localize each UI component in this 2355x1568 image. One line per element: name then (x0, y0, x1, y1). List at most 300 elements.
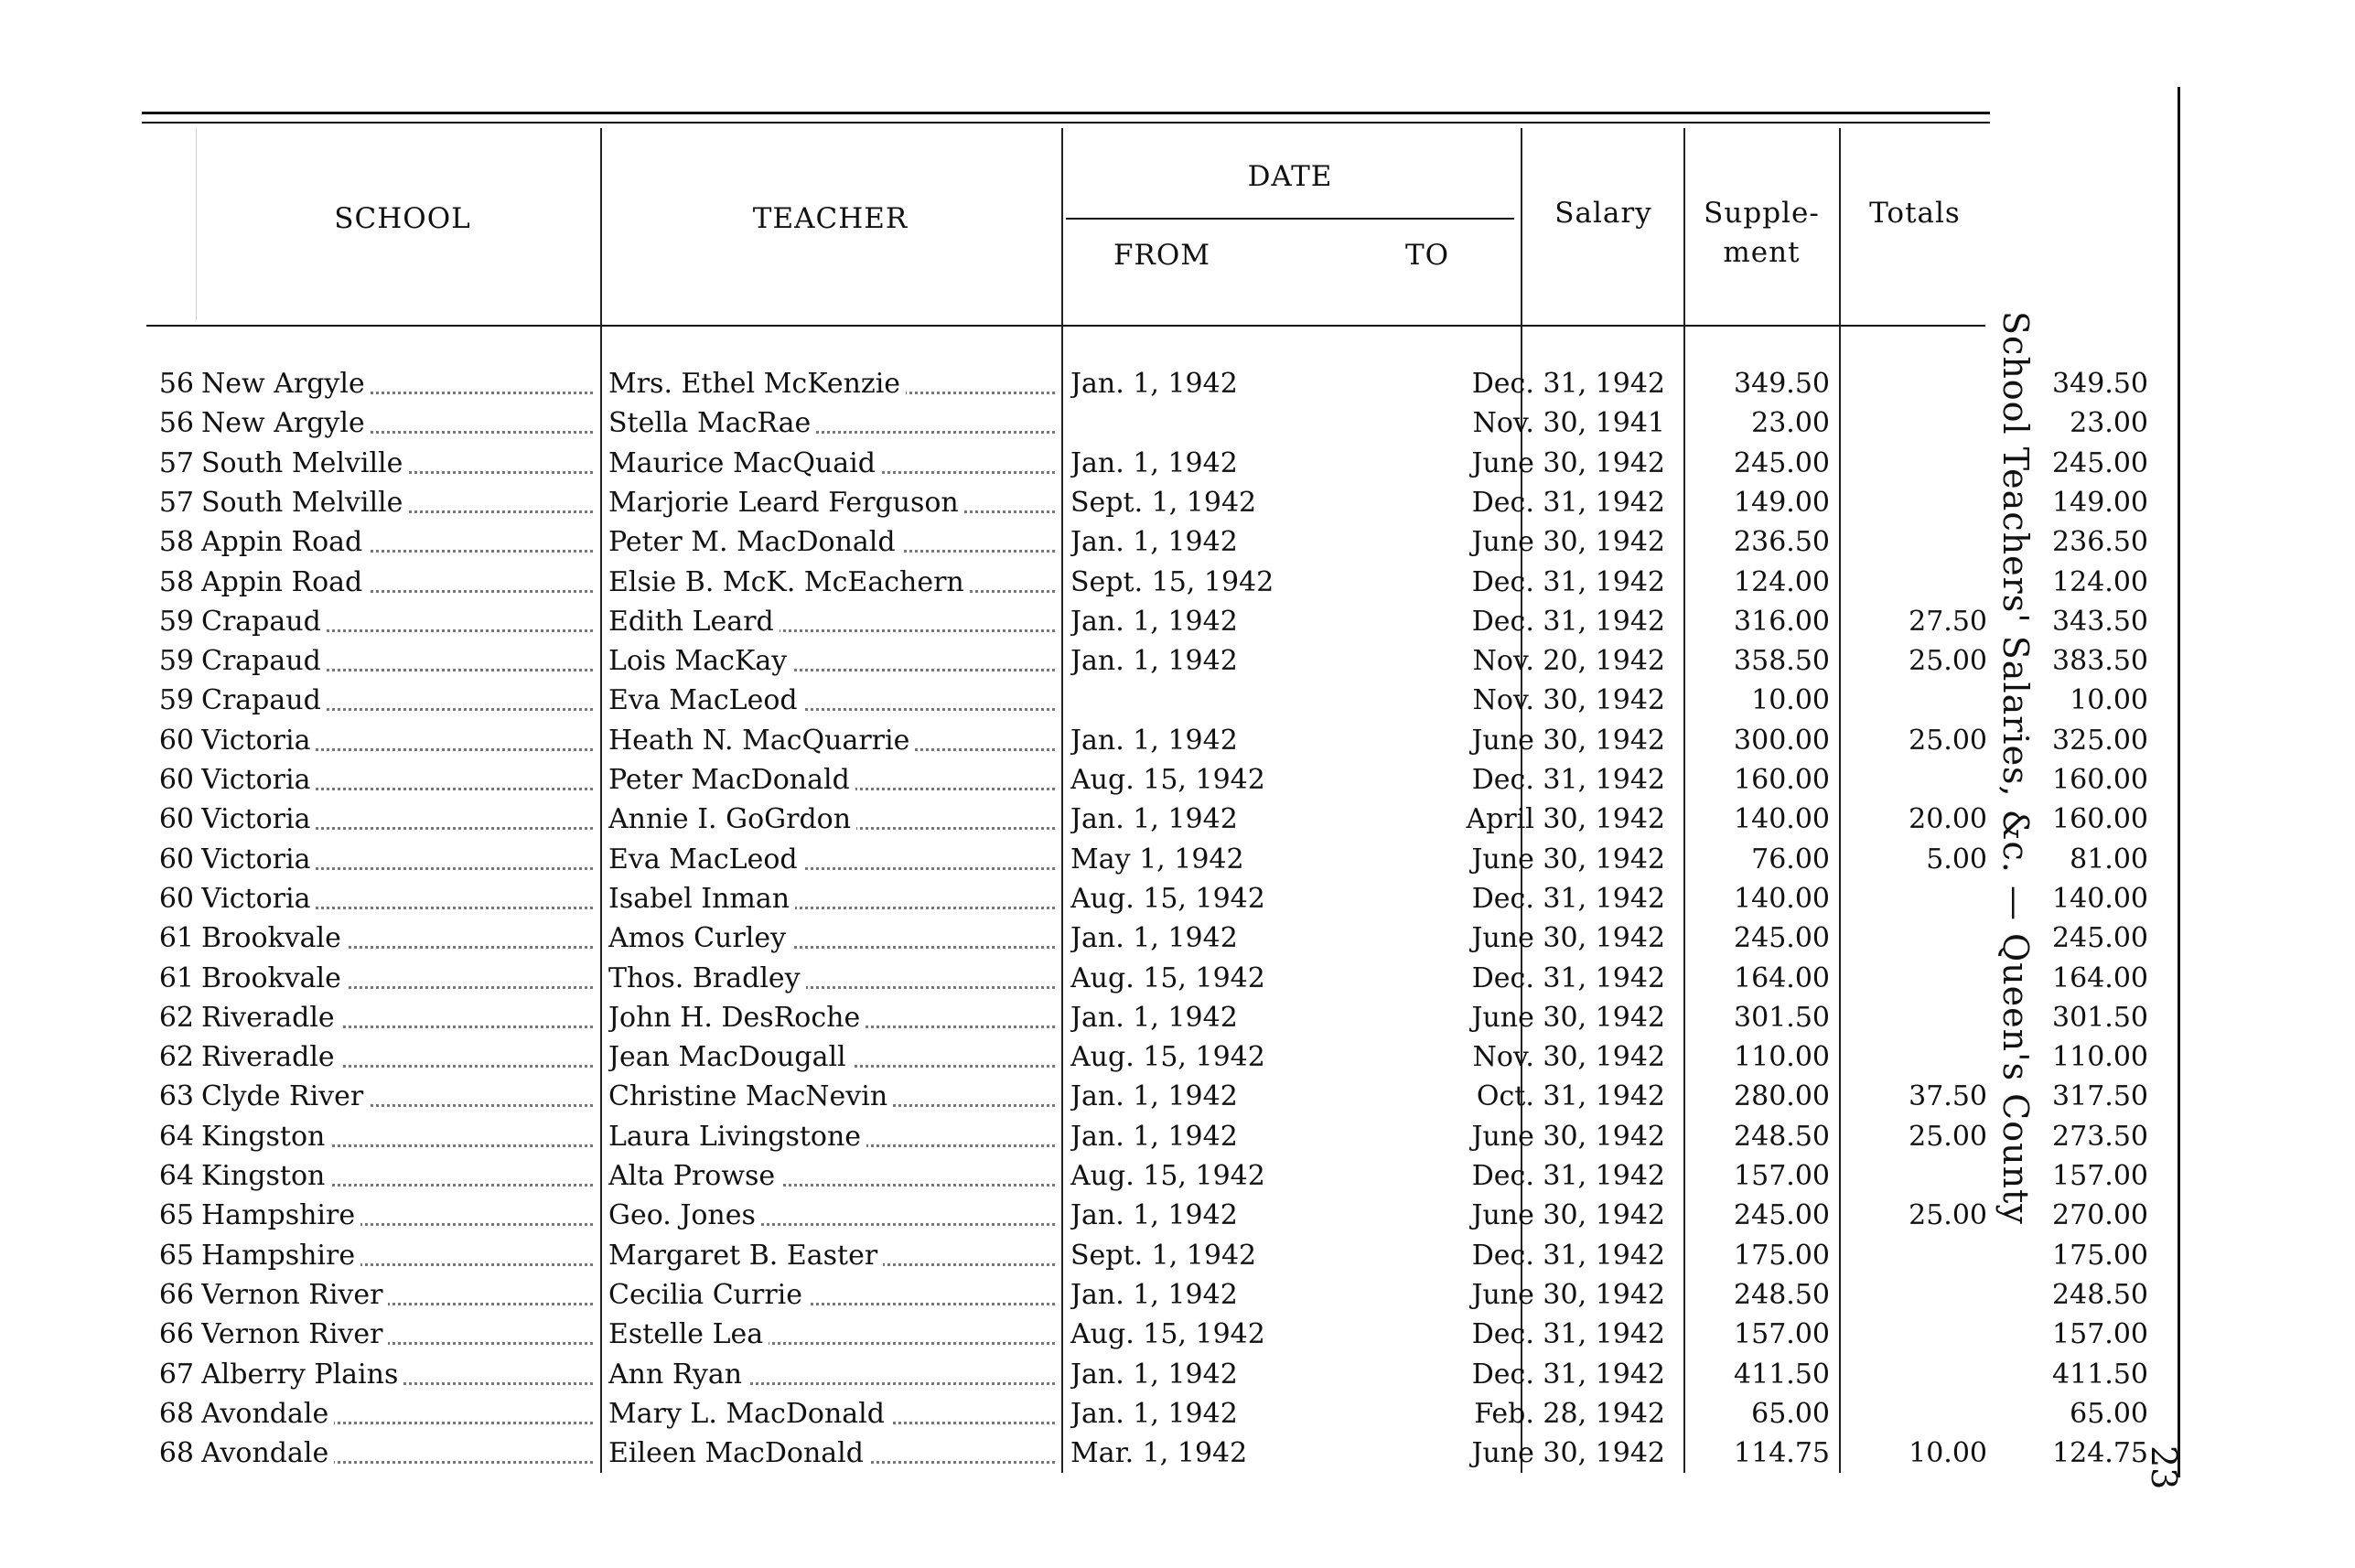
school-number: 65 (158, 1199, 194, 1232)
school-name-text: Appin Road (201, 526, 368, 558)
total-value: 110.00 (2052, 1041, 2148, 1074)
salary-value: 114.75 (1734, 1437, 1830, 1470)
teacher-name (608, 721, 1055, 760)
total-value: 349.50 (2052, 368, 2148, 400)
school-name-text: New Argyle (201, 368, 371, 400)
teacher-name (608, 522, 1055, 562)
salary-value: 140.00 (1734, 803, 1830, 836)
supplement-value: 27.50 (1909, 605, 1987, 638)
school-name-text: Brookvale (201, 962, 347, 994)
school-number: 60 (158, 882, 194, 915)
total-value: 245.00 (2052, 446, 2148, 479)
date-from: Jan. 1, 1942 (1070, 1397, 1238, 1430)
date-to: June 30, 1942 (1471, 843, 1665, 875)
school-name-text: Crapaud (201, 684, 327, 716)
date-to: Dec. 31, 1942 (1471, 605, 1665, 638)
total-value: 65.00 (2070, 1397, 2148, 1430)
school-name-text: Appin Road (201, 566, 368, 598)
school-name-text: South Melville (201, 447, 408, 479)
side-caption: School Teachers' Salaries, &c. — Queen's County (1995, 311, 2036, 1225)
teacher-name-text: Eileen MacDonald (608, 1437, 869, 1469)
school-name (201, 1394, 593, 1434)
school-number: 62 (158, 1001, 194, 1034)
school-number: 65 (158, 1239, 194, 1272)
teacher-name-text: Marjorie Leard Ferguson (608, 487, 964, 519)
table-row (156, 444, 2148, 483)
table-row (156, 641, 2148, 681)
school-name-text: New Argyle (201, 407, 371, 439)
teacher-name (608, 959, 1055, 998)
date-from: Sept. 1, 1942 (1070, 486, 1257, 519)
total-value: 270.00 (2052, 1199, 2148, 1232)
header-bottom-rule (146, 325, 1985, 327)
date-from: Jan. 1, 1942 (1070, 1001, 1238, 1034)
school-number: 60 (158, 803, 194, 836)
header-school: SCHOOL (334, 202, 471, 235)
teacher-name (608, 879, 1055, 918)
school-name-text: Avondale (201, 1437, 334, 1469)
header-from: FROM (1113, 239, 1210, 272)
page-right-border (2178, 87, 2180, 1477)
salary-value: 358.50 (1734, 645, 1830, 678)
date-from: Jan. 1, 1942 (1070, 724, 1238, 757)
date-to: Nov. 30, 1942 (1472, 684, 1665, 717)
teacher-name-text: Eva MacLeod (608, 684, 803, 716)
table-row (156, 959, 2148, 998)
date-from: Sept. 15, 1942 (1070, 565, 1274, 598)
teacher-name-text: Lois MacKay (608, 645, 792, 677)
date-from: May 1, 1942 (1070, 843, 1244, 875)
school-name-text: Brookvale (201, 922, 347, 954)
total-value: 411.50 (2052, 1358, 2148, 1391)
teacher-name-text: Annie I. GoGrdon (608, 803, 856, 835)
supplement-value: 20.00 (1909, 803, 1987, 836)
date-to: Feb. 28, 1942 (1474, 1397, 1665, 1430)
school-name-text: Vernon River (201, 1279, 388, 1311)
teacher-name-text: Eva MacLeod (608, 843, 803, 875)
school-name (201, 800, 593, 839)
salary-value: 175.00 (1734, 1239, 1830, 1272)
date-to: Dec. 31, 1942 (1471, 368, 1665, 400)
teacher-name-text: Isabel Inman (608, 883, 795, 915)
date-from: Aug. 15, 1942 (1070, 1041, 1265, 1074)
salary-value: 245.00 (1734, 922, 1830, 955)
school-number: 64 (158, 1160, 194, 1192)
salary-value: 65.00 (1751, 1397, 1830, 1430)
salary-value: 349.50 (1734, 368, 1830, 400)
header-salary: Salary (1554, 197, 1652, 230)
teacher-name (608, 918, 1055, 958)
date-to: June 30, 1942 (1471, 1199, 1665, 1232)
table-row (156, 602, 2148, 641)
school-name-text: Riveradle (201, 1041, 340, 1073)
header-to: TO (1404, 239, 1450, 272)
school-number: 59 (158, 645, 194, 678)
school-number: 60 (158, 843, 194, 875)
school-name (201, 959, 593, 998)
school-name (201, 522, 593, 562)
teacher-name-text: Thos. Bradley (608, 962, 806, 994)
school-name (201, 1275, 593, 1315)
table-row (156, 403, 2148, 443)
header-teacher: TEACHER (752, 202, 909, 235)
school-name-text: Clyde River (201, 1080, 369, 1112)
table-row (156, 840, 2148, 879)
school-name (201, 721, 593, 760)
date-to: June 30, 1942 (1471, 1437, 1665, 1470)
total-value: 343.50 (2052, 605, 2148, 638)
teacher-name (608, 800, 1055, 839)
salary-value: 301.50 (1734, 1001, 1830, 1034)
total-value: 149.00 (2052, 486, 2148, 519)
table-row (156, 1355, 2148, 1394)
table-row (156, 1236, 2148, 1275)
school-name-text: Victoria (201, 843, 316, 875)
total-value: 248.50 (2052, 1278, 2148, 1311)
total-value: 325.00 (2052, 724, 2148, 757)
top-rule-thin (142, 122, 1990, 124)
date-from: Jan. 1, 1942 (1070, 446, 1238, 479)
table-row (156, 1434, 2148, 1473)
salary-value: 157.00 (1734, 1160, 1830, 1192)
teacher-name-text: Jean MacDougall (608, 1041, 852, 1073)
header-supplement-2: ment (1723, 236, 1801, 269)
teacher-name-text: Margaret B. Easter (608, 1240, 883, 1272)
table-row (156, 1394, 2148, 1434)
teacher-name (608, 1077, 1055, 1116)
school-name (201, 998, 593, 1037)
date-to: Dec. 31, 1942 (1471, 486, 1665, 519)
date-from: Aug. 15, 1942 (1070, 1160, 1265, 1192)
school-number: 60 (158, 764, 194, 796)
date-from: Jan. 1, 1942 (1070, 645, 1238, 678)
date-from: Aug. 15, 1942 (1070, 882, 1265, 915)
school-name (201, 364, 593, 403)
teacher-name (608, 840, 1055, 879)
teacher-name (608, 1196, 1055, 1235)
date-to: April 30, 1942 (1466, 803, 1665, 836)
teacher-name-text: John H. DesRoche (608, 1002, 866, 1034)
header-date: DATE (1247, 160, 1333, 193)
school-name (201, 1236, 593, 1275)
teacher-name-text: Estelle Lea (608, 1318, 769, 1350)
school-name (201, 681, 593, 720)
school-name (201, 918, 593, 958)
supplement-value: 10.00 (1909, 1437, 1987, 1470)
total-value: 236.50 (2052, 526, 2148, 559)
school-number: 58 (158, 565, 194, 598)
salary-value: 76.00 (1751, 843, 1830, 875)
salary-value: 149.00 (1734, 486, 1830, 519)
school-name (201, 1077, 593, 1116)
salary-value: 316.00 (1734, 605, 1830, 638)
date-to: Nov. 30, 1941 (1472, 407, 1665, 440)
salary-value: 280.00 (1734, 1080, 1830, 1113)
total-value: 81.00 (2070, 843, 2148, 875)
table-row (156, 563, 2148, 602)
supplement-value: 25.00 (1909, 1120, 1987, 1153)
table-row (156, 879, 2148, 918)
date-to: Nov. 20, 1942 (1472, 645, 1665, 678)
date-from: Jan. 1, 1942 (1070, 1120, 1238, 1153)
school-number: 64 (158, 1120, 194, 1153)
table-row (156, 1037, 2148, 1077)
total-value: 175.00 (2052, 1239, 2148, 1272)
date-from: Jan. 1, 1942 (1070, 922, 1238, 955)
total-value: 317.50 (2052, 1080, 2148, 1113)
school-number: 62 (158, 1041, 194, 1074)
school-number: 66 (158, 1278, 194, 1311)
header-supplement-1: Supple- (1704, 197, 1820, 230)
teacher-name (608, 760, 1055, 800)
header-totals: Totals (1869, 197, 1961, 230)
date-to: June 30, 1942 (1471, 446, 1665, 479)
table-row (156, 1196, 2148, 1235)
school-name-text: Riveradle (201, 1002, 340, 1034)
salary-value: 245.00 (1734, 1199, 1830, 1232)
table-row (156, 483, 2148, 522)
school-number: 67 (158, 1358, 194, 1391)
table-row (156, 998, 2148, 1037)
date-from: Jan. 1, 1942 (1070, 1199, 1238, 1232)
teacher-name (608, 602, 1055, 641)
teacher-name-text: Edith Leard (608, 606, 780, 638)
date-from: Aug. 15, 1942 (1070, 764, 1265, 796)
table-row (156, 1275, 2148, 1315)
school-name (201, 1315, 593, 1354)
teacher-name (608, 1315, 1055, 1354)
school-number: 61 (158, 922, 194, 955)
date-from: Jan. 1, 1942 (1070, 368, 1238, 400)
school-name (201, 403, 593, 443)
school-name-text: Avondale (201, 1398, 334, 1430)
table-row (156, 760, 2148, 800)
teacher-name-text: Elsie B. McK. McEachern (608, 566, 970, 598)
school-number: 68 (158, 1397, 194, 1430)
salary-value: 236.50 (1734, 526, 1830, 559)
table-row (156, 681, 2148, 720)
date-to: June 30, 1942 (1471, 922, 1665, 955)
teacher-name-text: Peter MacDonald (608, 764, 855, 796)
table-row (156, 1077, 2148, 1116)
date-underline (1066, 218, 1514, 220)
school-number: 68 (158, 1437, 194, 1470)
school-number: 66 (158, 1318, 194, 1351)
school-number: 56 (158, 368, 194, 400)
date-from: Jan. 1, 1942 (1070, 526, 1238, 559)
total-value: 157.00 (2052, 1318, 2148, 1351)
date-to: June 30, 1942 (1471, 1001, 1665, 1034)
date-to: Nov. 30, 1942 (1472, 1041, 1665, 1074)
total-value: 301.50 (2052, 1001, 2148, 1034)
salary-value: 160.00 (1734, 764, 1830, 796)
salary-value: 248.50 (1734, 1278, 1830, 1311)
date-to: Dec. 31, 1942 (1471, 1239, 1665, 1272)
date-to: Oct. 31, 1942 (1476, 1080, 1665, 1113)
supplement-value: 25.00 (1909, 724, 1987, 757)
date-to: Dec. 31, 1942 (1471, 1358, 1665, 1391)
teacher-name (608, 998, 1055, 1037)
school-name (201, 1037, 593, 1077)
salary-value: 245.00 (1734, 446, 1830, 479)
date-to: Dec. 31, 1942 (1471, 565, 1665, 598)
teacher-name-text: Heath N. MacQuarrie (608, 725, 915, 757)
table-row (156, 364, 2148, 403)
school-name (201, 641, 593, 681)
school-name-text: Hampshire (201, 1240, 360, 1272)
teacher-name-text: Geo. Jones (608, 1199, 761, 1231)
salary-value: 140.00 (1734, 882, 1830, 915)
teacher-name-text: Stella MacRae (608, 407, 816, 439)
col-sep-school (196, 128, 197, 320)
date-to: Dec. 31, 1942 (1471, 1318, 1665, 1351)
salary-value: 164.00 (1734, 961, 1830, 994)
teacher-name-text: Laura Livingstone (608, 1121, 866, 1153)
total-value: 124.75 (2052, 1437, 2148, 1470)
school-name-text: South Melville (201, 487, 408, 519)
teacher-name (608, 1236, 1055, 1275)
school-name (201, 483, 593, 522)
date-to: June 30, 1942 (1471, 1278, 1665, 1311)
top-rule (142, 112, 1990, 114)
school-name (201, 1117, 593, 1156)
total-value: 160.00 (2052, 764, 2148, 796)
total-value: 140.00 (2052, 882, 2148, 915)
date-to: Dec. 31, 1942 (1471, 961, 1665, 994)
total-value: 10.00 (2070, 684, 2148, 717)
school-number: 63 (158, 1080, 194, 1113)
total-value: 245.00 (2052, 922, 2148, 955)
salary-value: 300.00 (1734, 724, 1830, 757)
salary-value: 157.00 (1734, 1318, 1830, 1351)
table-row (156, 918, 2148, 958)
total-value: 273.50 (2052, 1120, 2148, 1153)
date-from: Sept. 1, 1942 (1070, 1239, 1257, 1272)
total-value: 124.00 (2052, 565, 2148, 598)
date-to: June 30, 1942 (1471, 1120, 1665, 1153)
school-name-text: Victoria (201, 725, 316, 757)
page-number: 23 (2144, 1445, 2184, 1490)
school-number: 56 (158, 407, 194, 440)
teacher-name-text: Peter M. MacDonald (608, 526, 901, 558)
school-name-text: Victoria (201, 764, 316, 796)
table-row (156, 1315, 2148, 1354)
supplement-value: 37.50 (1909, 1080, 1987, 1113)
teacher-name (608, 641, 1055, 681)
table-row (156, 721, 2148, 760)
school-number: 59 (158, 605, 194, 638)
school-name (201, 760, 593, 800)
total-value: 383.50 (2052, 645, 2148, 678)
teacher-name (608, 1275, 1055, 1315)
teacher-name-text: Alta Prowse (608, 1160, 780, 1192)
school-name (201, 1156, 593, 1196)
school-name (201, 879, 593, 918)
school-number: 57 (158, 486, 194, 519)
supplement-value: 5.00 (1926, 843, 1987, 875)
school-name (201, 563, 593, 602)
date-to: June 30, 1942 (1471, 724, 1665, 757)
teacher-name-text: Cecilia Currie (608, 1279, 808, 1311)
school-name-text: Crapaud (201, 645, 327, 677)
school-number: 58 (158, 526, 194, 559)
school-name (201, 602, 593, 641)
teacher-name (608, 563, 1055, 602)
school-name (201, 1196, 593, 1235)
school-name-text: Vernon River (201, 1318, 388, 1350)
school-name-text: Kingston (201, 1121, 330, 1153)
school-name (201, 1355, 593, 1394)
date-to: Dec. 31, 1942 (1471, 1160, 1665, 1192)
teacher-name (608, 1434, 1055, 1473)
teacher-name (608, 1156, 1055, 1196)
school-name-text: Victoria (201, 883, 316, 915)
table-row (156, 1117, 2148, 1156)
table-row (156, 1156, 2148, 1196)
supplement-value: 25.00 (1909, 1199, 1987, 1232)
date-from: Jan. 1, 1942 (1070, 1080, 1238, 1113)
teacher-name-text: Amos Curley (608, 922, 791, 954)
school-name-text: Victoria (201, 803, 316, 835)
salary-value: 110.00 (1734, 1041, 1830, 1074)
teacher-name (608, 364, 1055, 403)
salary-value: 23.00 (1751, 407, 1830, 440)
date-from: Aug. 15, 1942 (1070, 1318, 1265, 1351)
salary-value: 124.00 (1734, 565, 1830, 598)
teacher-name (608, 483, 1055, 522)
school-number: 61 (158, 961, 194, 994)
total-value: 157.00 (2052, 1160, 2148, 1192)
salary-value: 10.00 (1751, 684, 1830, 717)
school-name (201, 1434, 593, 1473)
date-from: Jan. 1, 1942 (1070, 1358, 1238, 1391)
school-name-text: Alberry Plains (201, 1359, 403, 1391)
teacher-name-text: Mary L. MacDonald (608, 1398, 890, 1430)
school-name-text: Crapaud (201, 606, 327, 638)
salary-value: 248.50 (1734, 1120, 1830, 1153)
date-to: Dec. 31, 1942 (1471, 882, 1665, 915)
date-from: Aug. 15, 1942 (1070, 961, 1265, 994)
teacher-name-text: Maurice MacQuaid (608, 447, 881, 479)
teacher-name (608, 1117, 1055, 1156)
school-name-text: Hampshire (201, 1199, 360, 1231)
total-value: 23.00 (2070, 407, 2148, 440)
supplement-value: 25.00 (1909, 645, 1987, 678)
school-name (201, 444, 593, 483)
teacher-name (608, 403, 1055, 443)
table-row (156, 800, 2148, 839)
date-from: Jan. 1, 1942 (1070, 605, 1238, 638)
teacher-name (608, 1037, 1055, 1077)
school-number: 57 (158, 446, 194, 479)
date-from: Mar. 1, 1942 (1070, 1437, 1248, 1470)
school-name (201, 840, 593, 879)
school-number: 59 (158, 684, 194, 717)
teacher-name (608, 444, 1055, 483)
teacher-name (608, 1355, 1055, 1394)
teacher-name (608, 1394, 1055, 1434)
date-to: June 30, 1942 (1471, 526, 1665, 559)
total-value: 160.00 (2052, 803, 2148, 836)
teacher-name-text: Mrs. Ethel McKenzie (608, 368, 906, 400)
teacher-name-text: Ann Ryan (608, 1359, 747, 1391)
teacher-name (608, 681, 1055, 720)
date-from: Jan. 1, 1942 (1070, 803, 1238, 836)
teacher-name-text: Christine MacNevin (608, 1080, 893, 1112)
salary-value: 411.50 (1734, 1358, 1830, 1391)
school-name-text: Kingston (201, 1160, 330, 1192)
school-number: 60 (158, 724, 194, 757)
